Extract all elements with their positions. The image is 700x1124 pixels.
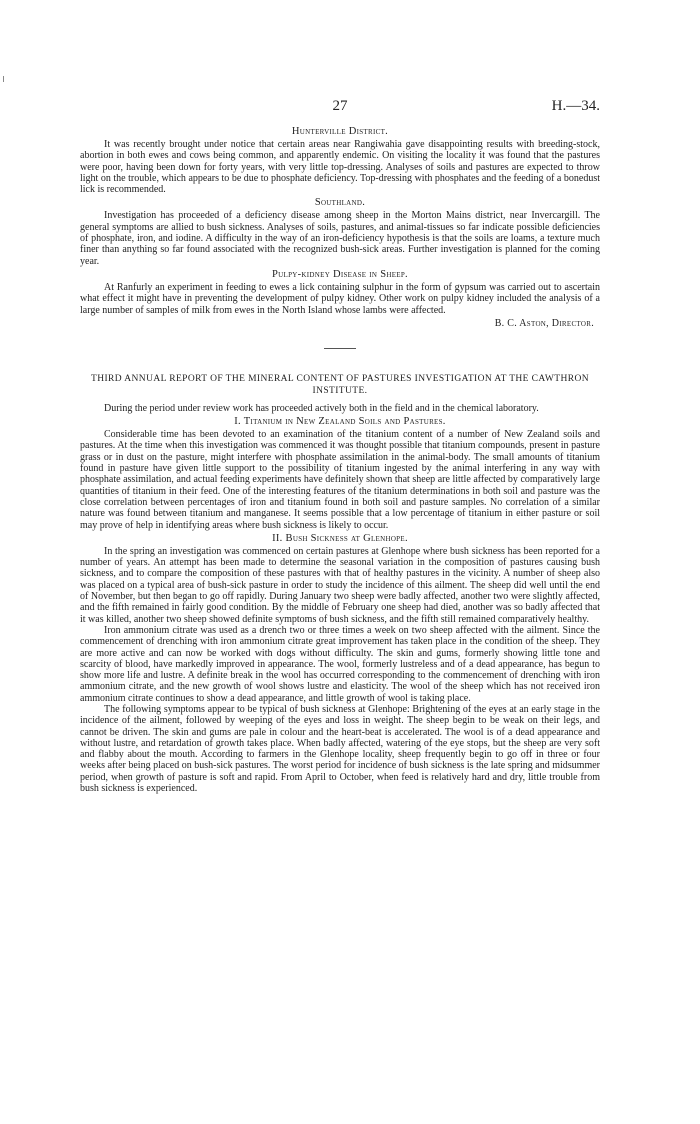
page-reference: H.—34.: [551, 98, 600, 114]
section-bush-sickness: [80, 533, 600, 795]
paragraph: It was recently brought under notice that certain areas near Rangiwahia gave disappointing results with breeding-stock, abortion in both ewes and cows being common, and apparently endemic. On visiting the locality it was found that the pastures were poor, having been down for forty years, with very little top-dressing. Analyses of soils and pastures are expected to throw light on the trouble, which appears to be due to phosphate deficiency. Top-dressing with phosphates and the feeding of a bonedust lick is recommended.: [80, 139, 600, 196]
section-southland: [80, 197, 600, 266]
document-page: [80, 98, 600, 794]
page-header: [80, 98, 600, 120]
section-hunterville: [80, 126, 600, 195]
section-titanium: [80, 416, 600, 531]
report-intro: During the period under review work has proceeded actively both in the field and in the chemical laboratory.: [104, 402, 539, 414]
paragraph: In the spring an investigation was commenced on certain pastures at Glenhope where bush sickness has been reported for a number of years. An attempt has been made to determine the seasonal variation in the composition of pastures causing bush sickness, and to compare the composition of these pastures with that of healthy pastures in the vicinity. A number of sheep also was placed on a typical area of bush-sick pasture in order to study the incidence of this ailment. The sheep did well until the end of November, but then began to go off rapidly. During January two sheep were badly affected, another two were slightly affected, and the fifth remained in fairly good condition. By the middle of February one sheep had died, another was so badly affected that it was killed, another two sheep showed definite symptoms of bush sickness, and the fifth still remained comparatively healthy.: [80, 545, 600, 625]
page-number: 27: [332, 98, 348, 114]
paragraph: Considerable time has been devoted to an examination of the titanium content of a number of New Zealand soils and pastures. At the time when this investigation was commenced it was thought possible that titanium compounds, present in pasture grass or in dust on the pasture, might interfere with phosphate assimilation in the animal-body. The small amounts of titanium found in pasture have given little support to the possibility of titanium ingested by the animal interfering in any way with phosphate assimilation, and actual feeding experiments have definitely shown that sheep are little affected by comparatively large quantities of titanium in their feed. One of the interesting features of the titanium determinations in both soil and pasture was the close correlation between percentages of iron and titanium found in both soil and pasture samples. No correlation of a similar nature was found between titanium and manganese. It seems possible that a low percentage of titanium in either pasture or soil may prove of help in identifying areas where bush sickness is likely to occur.: [80, 429, 600, 531]
signature: B. C. Aston, Director.: [494, 317, 594, 329]
report-title: THIRD ANNUAL REPORT OF THE MINERAL CONTENT OF PASTURES INVESTIGATION AT THE CAWTHRON INSTITUTE.: [91, 373, 589, 396]
margin-mark: [3, 76, 4, 82]
section-title: Hunterville District.: [291, 126, 389, 137]
paragraph: The following symptoms appear to be typical of bush sickness at Glenhope: Brightening of the eyes at an early stage in the incidence of the ailment, followed by weeping of the eyes and loss in weight. The sheep begin to be weak on their legs, and cannot be driven. The skin and gums are pale in colour and the heart-beat is accelerated. The wool is of a dead appearance and without lustre, and retardation of growth takes place. When badly affected, watering of the eye stops, but the sheep are very soft and flabby about the mouth. According to farmers in the Glenhope locality, sheep frequently begin to go off in three or four weeks after being placed on bush-sick pastures. The worst period for incidence of bush sickness is the late spring and midsummer period, when growth of pasture is soft and rapid. From April to October, when feed is relatively hard and dry, little trouble from bush sickness is experienced.: [80, 703, 600, 795]
paragraph: Investigation has proceeded of a deficiency disease among sheep in the Morton Mains district, near Invercargill. The general symptoms are allied to bush sickness. Analyses of soils, pastures, and animal-tissues so far indicate possible deficiencies of phosphate, iron, and iodine. A difficulty in the way of an iron-deficiency hypothesis is that the soils are loams, a texture much finer than anything so far found associated with the recognized bush-sick areas. Further investigation is planned for the coming year.: [80, 210, 600, 267]
section-title: Pulpy-kidney Disease in Sheep.: [272, 268, 408, 280]
section-title: Southland.: [314, 197, 366, 209]
section-title: II. Bush Sickness at Glenhope.: [272, 532, 408, 544]
section-pulpy-kidney: [80, 269, 600, 316]
section-title: I. Titanium in New Zealand Soils and Pastures.: [234, 416, 446, 428]
section-divider: [324, 348, 356, 349]
paragraph: At Ranfurly an experiment in feeding to ewes a lick containing sulphur in the form of gypsum was carried out to ascertain what effect it might have in preventing the development of pulpy kidney. Other work on pulpy kidney included the analysis of a large number of samples of milk from ewes in the North Island whose lambs were affected.: [80, 281, 600, 316]
paragraph: Iron ammonium citrate was used as a drench two or three times a week on two sheep affected with the ailment. Since the commencement of drenching with iron ammonium citrate great improvement has taken place in the condition of the sheep. They are more active and can now be worked with dogs without difficulty. The skin and gums, formerly showing little tone and scarcity of blood, have markedly improved in appearance. The wool, formerly lustreless and of a dead appearance, has begun to show more life and lustre. A definite break in the wool has occurred corresponding to the commencement of drenching with iron ammonium citrate, and the new growth of wool shows lustre and elasticity. The wool of the sheep which has not received iron ammonium citrate continues to show a dead appearance, and little growth of wool is taking place.: [80, 624, 600, 704]
